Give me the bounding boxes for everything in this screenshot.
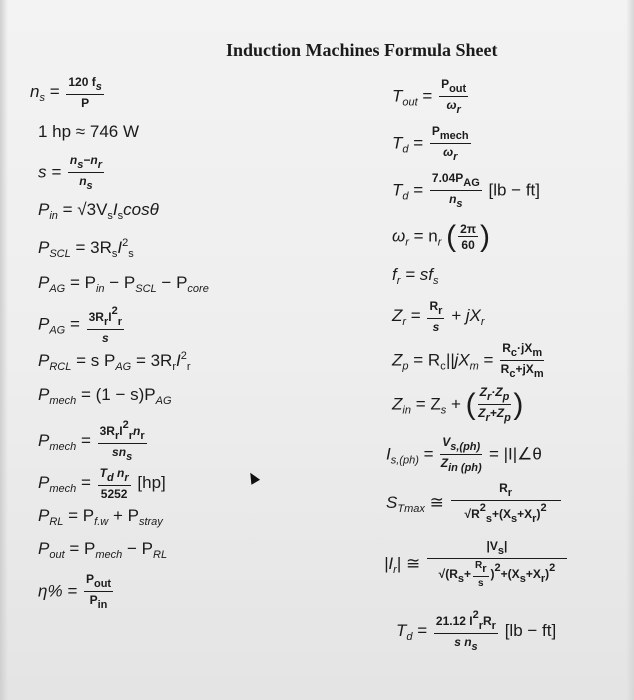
- formula-mechanical-power-hp: $P_{mech}$ = $\frac{\text{Td nr}}{5252}$ [hp]: [38, 466, 166, 501]
- page-title: Induction Machines Formula Sheet: [226, 40, 498, 60]
- formula-rotational-losses: $P_{RL} = P_{f.w} + P_{stray}$: [38, 506, 163, 528]
- formula-horsepower: 1 hp ≈ 746 W: [38, 122, 139, 141]
- formula-input-impedance: $Z_{in} = Z_s$ + ( $\frac{Zr\cdot Zp}{Zr+Zp}$ ): [392, 385, 524, 424]
- page-left-shadow: [0, 0, 8, 700]
- page-right-shadow: [626, 0, 634, 700]
- formula-slip-at-max-torque: $S_{Tmax}$ ≅ $\frac{Rr}{√R2s+(Xs+Xr)2}$: [386, 482, 563, 525]
- formula-mechanical-power: $P_{mech} = (1 - s)P_{AG}$: [38, 385, 172, 407]
- mouse-cursor-icon: [246, 470, 260, 485]
- formula-rotor-angular-speed: $\omega_r = n_r$ ( $\frac{2\pi}{60}$ ): [392, 220, 491, 253]
- formula-developed-torque-airgap: $T_d$ = $\frac{\text{7.04PAG}}{ns}$ [lb − ft]: [392, 171, 540, 210]
- formula-slip: s = $\frac{ns-nr}{ns}$: [38, 153, 102, 192]
- formula-input-power: $P_{in} = √3V_sI_s\cos\theta$: [38, 200, 159, 222]
- formula-mechanical-power-speed: $P_{mech}$ = $\frac{\text{3RrI2rnr}}{\text{sns}}$: [38, 419, 145, 463]
- formula-rotor-frequency: $f_r = sf_s$: [392, 265, 439, 287]
- formula-synchronous-speed: $n_s$ = $\frac{120 fs}{P}$: [30, 75, 102, 110]
- formula-efficiency: η% = $\frac{\text{Pout}}{\text{Pin}}$: [38, 572, 112, 611]
- formula-rotor-copper-loss: $P_{RCL} = s$ $P_{AG} = 3R_rI^2_r$: [38, 350, 191, 373]
- formula-torque-current: $T_d$ = $\frac{\text{21.12 I2rRr}}{\text{s ns}}$ [lb − ft]: [396, 609, 557, 653]
- formula-parallel-impedance: $Z_p = R_c||jX_m$ = $\frac{\text{Rc·jXm}}{\text{Rc+jXm}}$: [392, 341, 544, 380]
- formula-stator-copper-loss: $P_{SCL} = 3R_sI^2_s$: [38, 237, 134, 260]
- formula-air-gap-power: $P_{AG} = P_{in} - P_{SCL} - P_{core}$: [38, 273, 209, 295]
- formula-air-gap-power-slip: $P_{AG}$ = $\frac{\text{3RrI2r}}{s}$: [38, 305, 122, 345]
- formula-output-torque: $T_{out}$ = $\frac{\text{Pout}}{\omega r}$: [392, 77, 467, 116]
- formula-developed-torque: $T_d$ = $\frac{\text{Pmech}}{\omega r}$: [392, 124, 469, 163]
- formula-rotor-current: $|I_r|$ ≅ |Vs| √(Rs+ $\frac{Rr}{s}$ )2+(Xs+Xr)2: [384, 540, 569, 589]
- formula-output-power: $P_{out} = P_{mech} - P_{RL}$: [38, 539, 168, 561]
- formula-rotor-impedance: $Z_r$ = $\frac{Rr}{s}$ + $jX_r$: [392, 299, 485, 334]
- formula-stator-phase-current: $I_{s,(ph)}$ = $\frac{Vs,(ph)}{\text{Zin (ph)}}$ = |I|∠θ: [386, 435, 542, 474]
